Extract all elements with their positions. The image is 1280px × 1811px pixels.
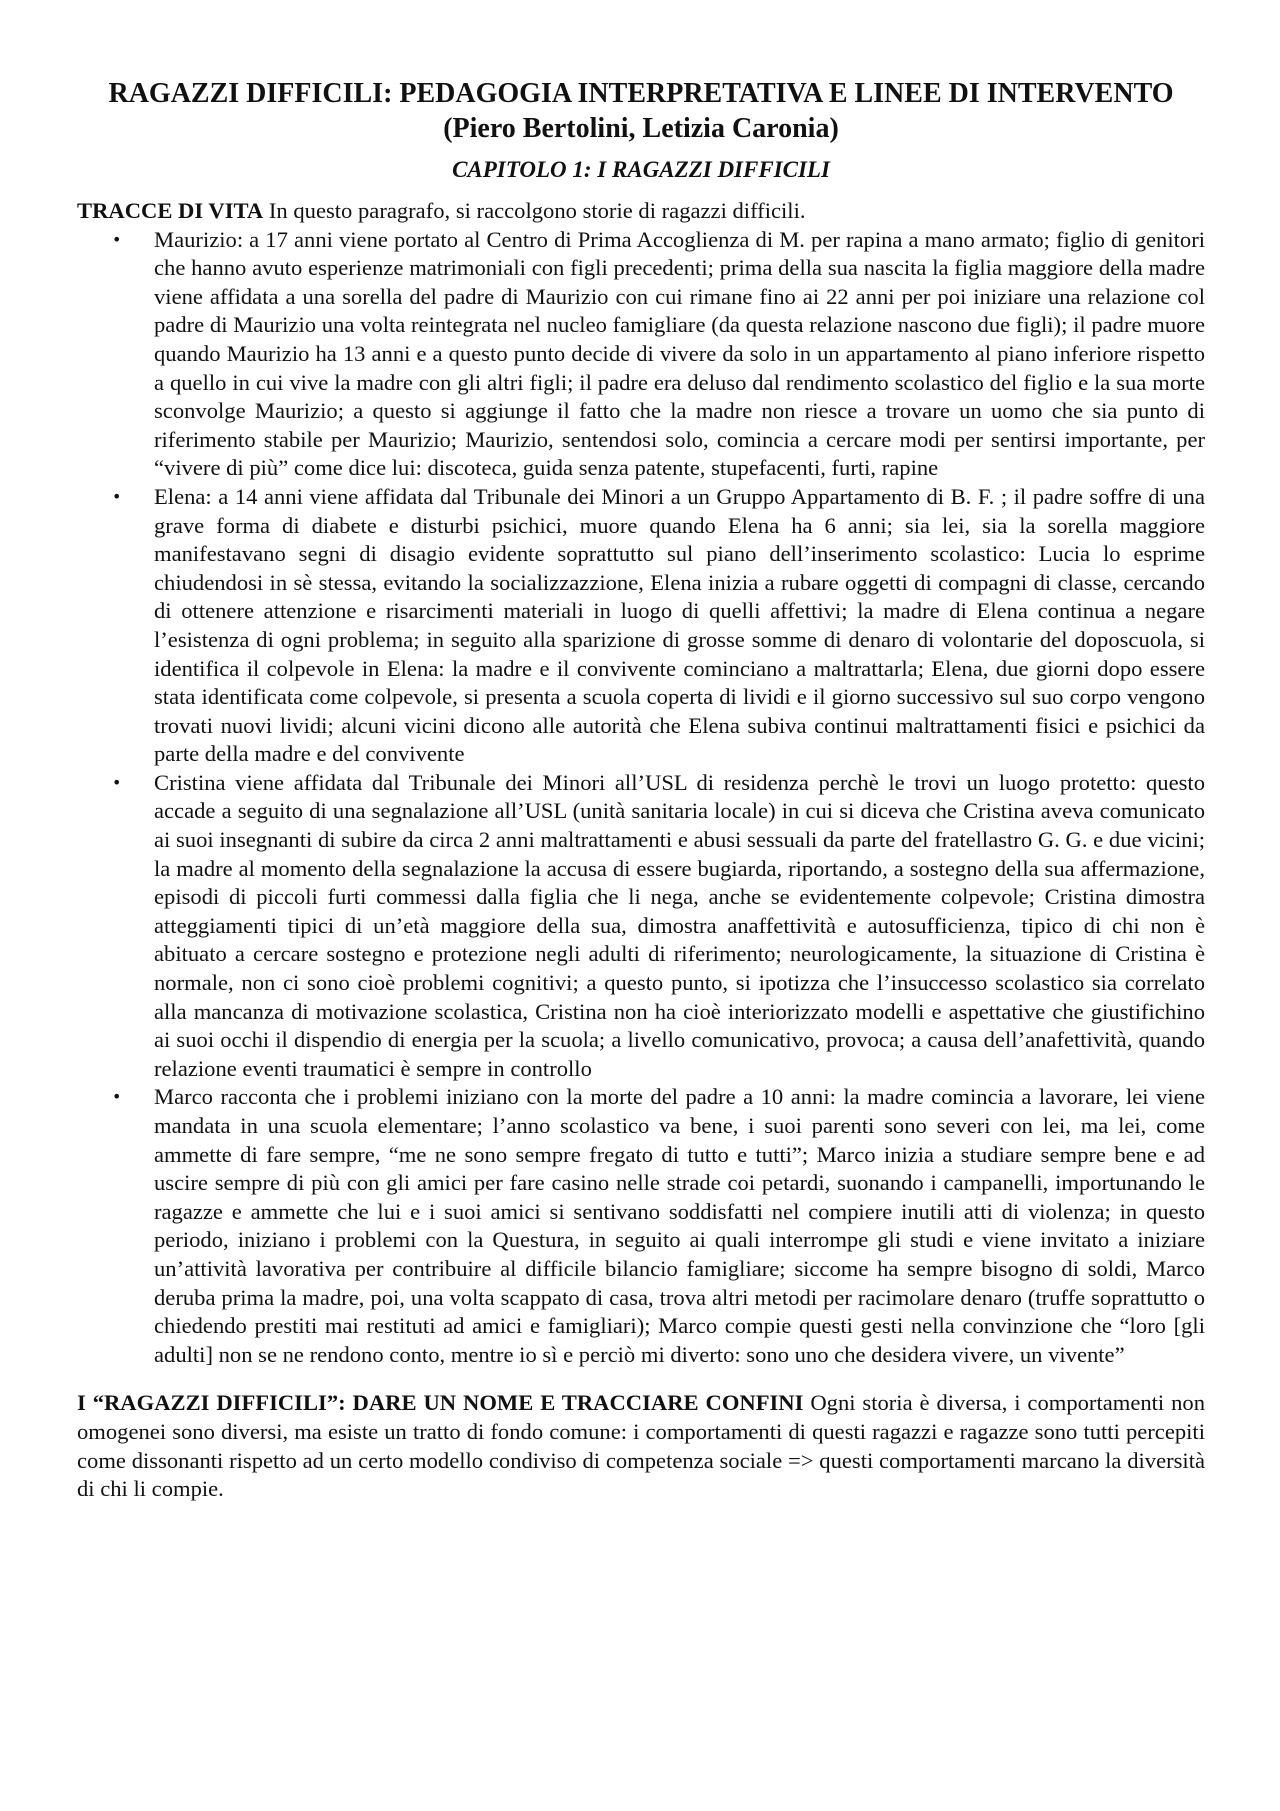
section-paragraph xyxy=(77,1389,1205,1503)
section-heading: I “RAGAZZI DIFFICILI”: DARE UN NOME E TRACCIARE CONFINI xyxy=(77,1390,804,1416)
section-ragazzi-difficili xyxy=(77,1389,1205,1503)
list-item-text: Maurizio: a 17 anni viene portato al Centro di Prima Accoglienza di M. per rapina a mano armato; figlio di genitori che hanno avuto esperienze matrimoniali con figli precedenti; prima della sua nascita la figlia maggiore della madre viene affidata a una sorella del padre di Maurizio con cui rimane fino ai 22 anni per poi iniziare una relazione col padre di Maurizio una volta reintegrata nel nucleo famigliare (da questa relazione nascono due figli); il padre muore quando Maurizio ha 13 anni e a questo punto decide di vivere da solo in un appartamento al piano inferiore rispetto a quello in cui vive la madre con gli altri figli; il padre era deluso dal rendimento scolastico del figlio e la sua morte sconvolge Maurizio; a questo si aggiunge il fatto che la madre non riesce a trovare un uomo che sia punto di riferimento stabile per Maurizio; Maurizio, sentendosi solo, comincia a cercare modi per sentirsi importante, per “vivere di più” come dice lui: discoteca, guida senza patente, stupefacenti, furti, rapine xyxy=(154,226,1205,481)
document-page xyxy=(77,76,1205,1504)
list-item-marco xyxy=(112,1083,1205,1369)
section-intro-text: In questo paragrafo, si raccolgono storie di ragazzi difficili. xyxy=(263,198,806,223)
section-heading: TRACCE DI VITA xyxy=(77,198,264,223)
document-title: RAGAZZI DIFFICILI: PEDAGOGIA INTERPRETATIVA E LINEE DI INTERVENTO (Piero Bertolini, Letizia Caronia) xyxy=(108,78,1174,144)
bullet-icon: • xyxy=(112,486,122,506)
list-item-cristina xyxy=(112,769,1205,1084)
bullet-icon: • xyxy=(112,772,122,792)
bullet-icon: • xyxy=(112,1087,122,1107)
list-item-text: Marco racconta che i problemi iniziano con la morte del padre a 10 anni: la madre comincia a lavorare, lei viene mandata in una scuola elementare; l’anno scolastico va bene, i suoi parenti sono severi con lei, ma lei, come ammette di fare sempre, “me ne sono sempre fregato di tutto e tutti”; Marco inizia a studiare sempre bene e ad uscire sempre di più con gli amici per fare casino nelle strade coi petardi, suonando i campanelli, importunando le ragazze e ammette che lui e i suoi amici si sentivano soddisfatti nel compiere inutili atti di violenza; in questo periodo, iniziano i problemi con la Questura, in seguito ai quali interrompe gli studi e viene invitato a iniziare un’attività lavorativa per contribuire al difficile bilancio famigliare; siccome ha sempre bisogno di soldi, Marco deruba prima la madre, poi, una volta scappato di casa, trova altri metodi per racimolare denaro (truffe soprattutto o chiedendo prestiti mai restituti ad amici e famigliari); Marco compie questi gesti nella convinzione che “loro [gli adulti] non se ne rendono conto, mentre io sì e perciò mi diverto: sono uno che desidera vivere, un vivente” xyxy=(154,1084,1205,1367)
list-item-text: Elena: a 14 anni viene affidata dal Tribunale dei Minori a un Gruppo Appartamento di B. F. ; il padre soffre di una grave forma di diabete e disturbi psichici, muore quando Elena ha 6 anni; sia lei, sia la sorella maggiore manifestavano segni di disagio evidente soprattutto sul piano dell’inserimento scolastico: Lucia lo esprime chiudendosi in sè stessa, evitando la socializzazzione, Elena inizia a rubare oggetti di compagni di classe, cercando di ottenere attenzione e risarcimenti materiali in luogo di quelli affettivi; la madre di Elena continua a negare l’esistenza di ogni problema; in seguito alla sparizione di grosse somme di denaro di volontarie del doposcuola, si identifica il colpevole in Elena: la madre e il convivente cominciano a maltrattarla; Elena, due giorni dopo essere stata identificata come colpevole, si presenta a scuola coperta di lividi e il giorno successivo sul suo corpo vengono trovati nuovi lividi; alcuni vicini dicono alle autorità che Elena subiva continui maltrattamenti fisici e psichici da parte della madre e del convivente xyxy=(154,483,1205,767)
list-item-text: Cristina viene affidata dal Tribunale dei Minori all’USL di residenza perchè le trovi un luogo protetto: questo accade a seguito di una segnalazione all’USL (unità sanitaria locale) in cui si diceva che Cristina aveva comunicato ai suoi insegnanti di subire da circa 2 anni maltrattamenti e abusi sessuali da parte del fratellastro G. G. e due vicini; la madre al momento della segnalazione la accusa di essere bugiarda, riportando, a sostegno della sua affermazione, episodi di piccoli furti commessi dalla figlia che li nega, anche se evidentemente colpevole; Cristina dimostra atteggiamenti tipici di un’età maggiore della sua, dimostra anaffettività e autosufficienza, tipico di chi non è abituato a cercare sostegno e protezione negli adulti di riferimento; neurologicamente, la situazione di Cristina è normale, non ci sono cioè problemi cognitivi; a questo punto, si ipotizza che l’insuccesso scolastico sia correlato alla mancanza di motivazione scolastica, Cristina non ha cioè interiorizzato modelli e aspettative che giustifichino ai suoi occhi il dispendio di energia per la scuola; a livello comunicativo, provoca; a causa dell’anafettività, quando relazione eventi traumatici è sempre in controllo xyxy=(154,769,1205,1081)
section-text: Ogni storia è diversa, i comportamenti non omogenei sono diversi, ma esiste un tratto di fondo comune: i comportamenti di questi ragazzi e ragazze sono tutti percepiti come dissonanti rispetto ad un certo modello condiviso di competenza sociale => questi comportamenti marcano la diversità di chi li compie. xyxy=(77,1390,1205,1502)
chapter-title: CAPITOLO 1: I RAGAZZI DIFFICILI xyxy=(452,157,830,182)
section-tracce-di-vita xyxy=(77,197,1205,1369)
list-item-elena xyxy=(112,483,1205,769)
section-intro xyxy=(77,197,1205,226)
stories-list xyxy=(77,226,1205,1370)
bullet-icon: • xyxy=(112,229,122,249)
list-item-maurizio xyxy=(112,226,1205,483)
